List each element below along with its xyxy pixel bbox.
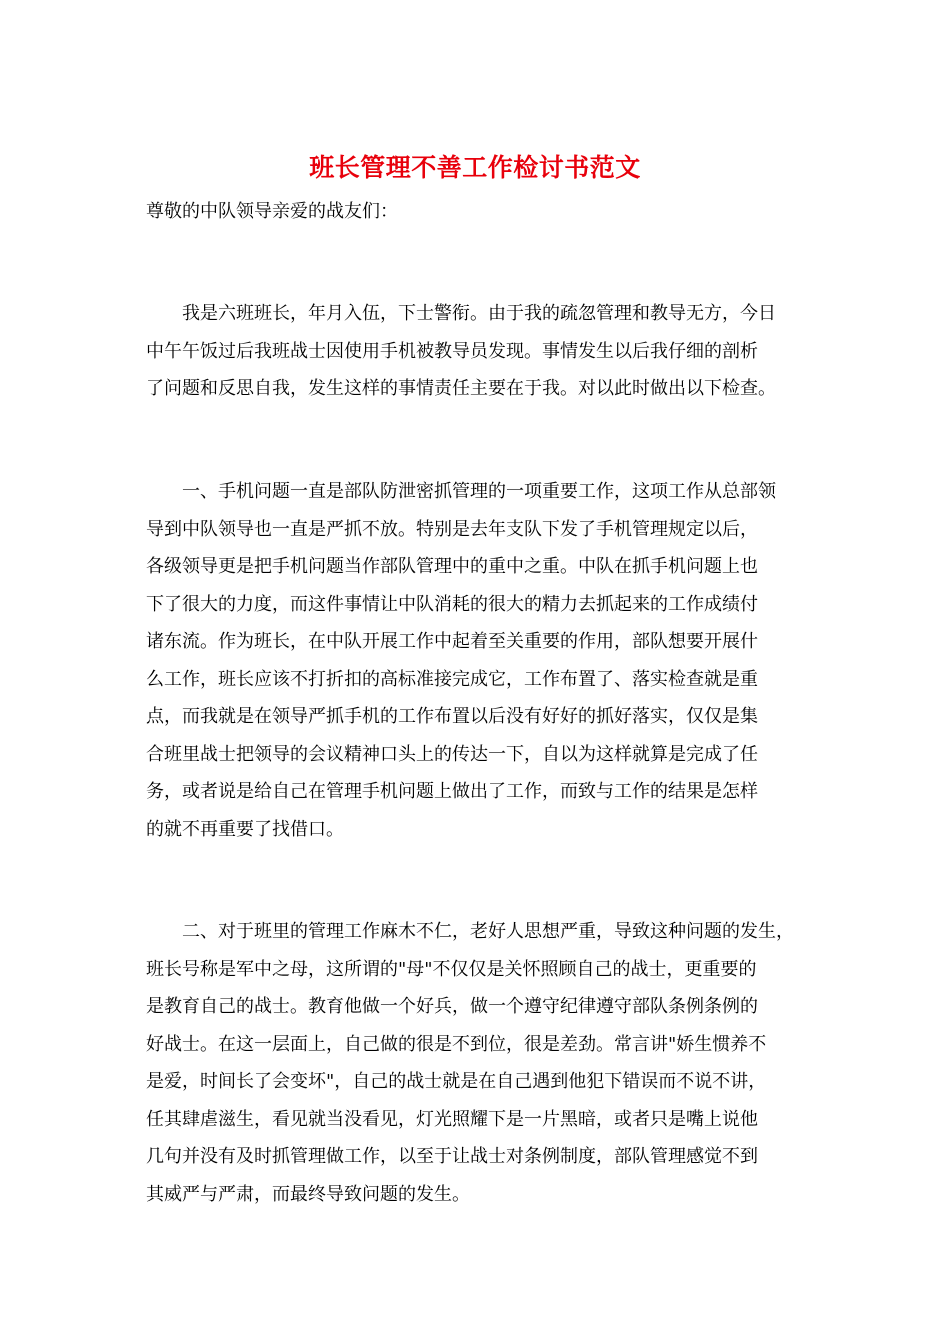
paragraph-intro — [146, 295, 826, 408]
greeting: 尊敬的中队领导亲爱的战友们： — [146, 201, 398, 222]
paragraph-line: 的就不再重要了找借口。 — [146, 818, 344, 840]
paragraph-line: 了问题和反思自我，发生这样的事情责任主要在于我。对以此时做出以下检查。 — [146, 378, 776, 399]
paragraph-line: 是教育自己的战士。教育他做一个好兵，做一个遵守纪律遵守部队条例条例的 — [146, 996, 758, 1017]
document-title: 班长管理不善工作检讨书范文 — [309, 153, 641, 182]
paragraph-line: 下了很大的力度，而这件事情让中队消耗的很大的精力去抓起来的工作成绩付 — [146, 593, 758, 615]
paragraph-section-two — [146, 913, 826, 1213]
paragraph-line: 其威严与严肃，而最终导致问题的发生。 — [146, 1183, 470, 1205]
paragraph-line: 几句并没有及时抓管理做工作，以至于让战士对条例制度，部队管理感觉不到 — [146, 1146, 758, 1167]
paragraph-line: 合班里战士把领导的会议精神口头上的传达一下，自以为这样就算是完成了任 — [146, 743, 758, 765]
paragraph-line: 任其肆虐滋生，看见就当没看见，灯光照耀下是一片黑暗，或者只是嘴上说他 — [146, 1108, 758, 1130]
paragraph-line: 各级领导更是把手机问题当作部队管理中的重中之重。中队在抓手机问题上也 — [146, 556, 758, 577]
paragraph-line: 一、手机问题一直是部队防泄密抓管理的一项重要工作，这项工作从总部领 — [146, 481, 776, 502]
paragraph-line: 二、对于班里的管理工作麻木不仁，老好人思想严重，导致这种问题的发生， — [146, 921, 794, 942]
paragraph-line: 我是六班班长，年月入伍，下士警衔。由于我的疏忽管理和教导无方，今日 — [146, 303, 776, 324]
paragraph-line: 导到中队领导也一直是严抓不放。特别是去年支队下发了手机管理规定以后， — [146, 518, 758, 540]
paragraph-line: 点，而我就是在领导严抓手机的工作布置以后没有好好的抓好落实，仅仅是集 — [146, 706, 758, 727]
paragraph-section-one — [146, 473, 826, 848]
paragraph-line: 么工作，班长应该不打折扣的高标准接完成它，工作布置了、落实检查就是重 — [146, 668, 758, 690]
paragraph-line: 班长号称是军中之母，这所谓的"母"不仅仅是关怀照顾自己的战士，更重要的 — [146, 958, 757, 980]
paragraph-line: 好战士。在这一层面上，自己做的很是不到位，很是差劲。常言讲"娇生惯养不 — [146, 1033, 767, 1055]
paragraph-line: 中午午饭过后我班战士因使用手机被教导员发现。事情发生以后我仔细的剖析 — [146, 340, 758, 362]
paragraph-line: 诸东流。作为班长，在中队开展工作中起着至关重要的作用，部队想要开展什 — [146, 631, 758, 652]
paragraph-line: 是爱，时间长了会变坏"，自己的战士就是在自己遇到他犯下错误而不说不讲， — [146, 1071, 767, 1092]
paragraph-line: 务，或者说是给自己在管理手机问题上做出了工作，而致与工作的结果是怎样 — [146, 781, 758, 802]
